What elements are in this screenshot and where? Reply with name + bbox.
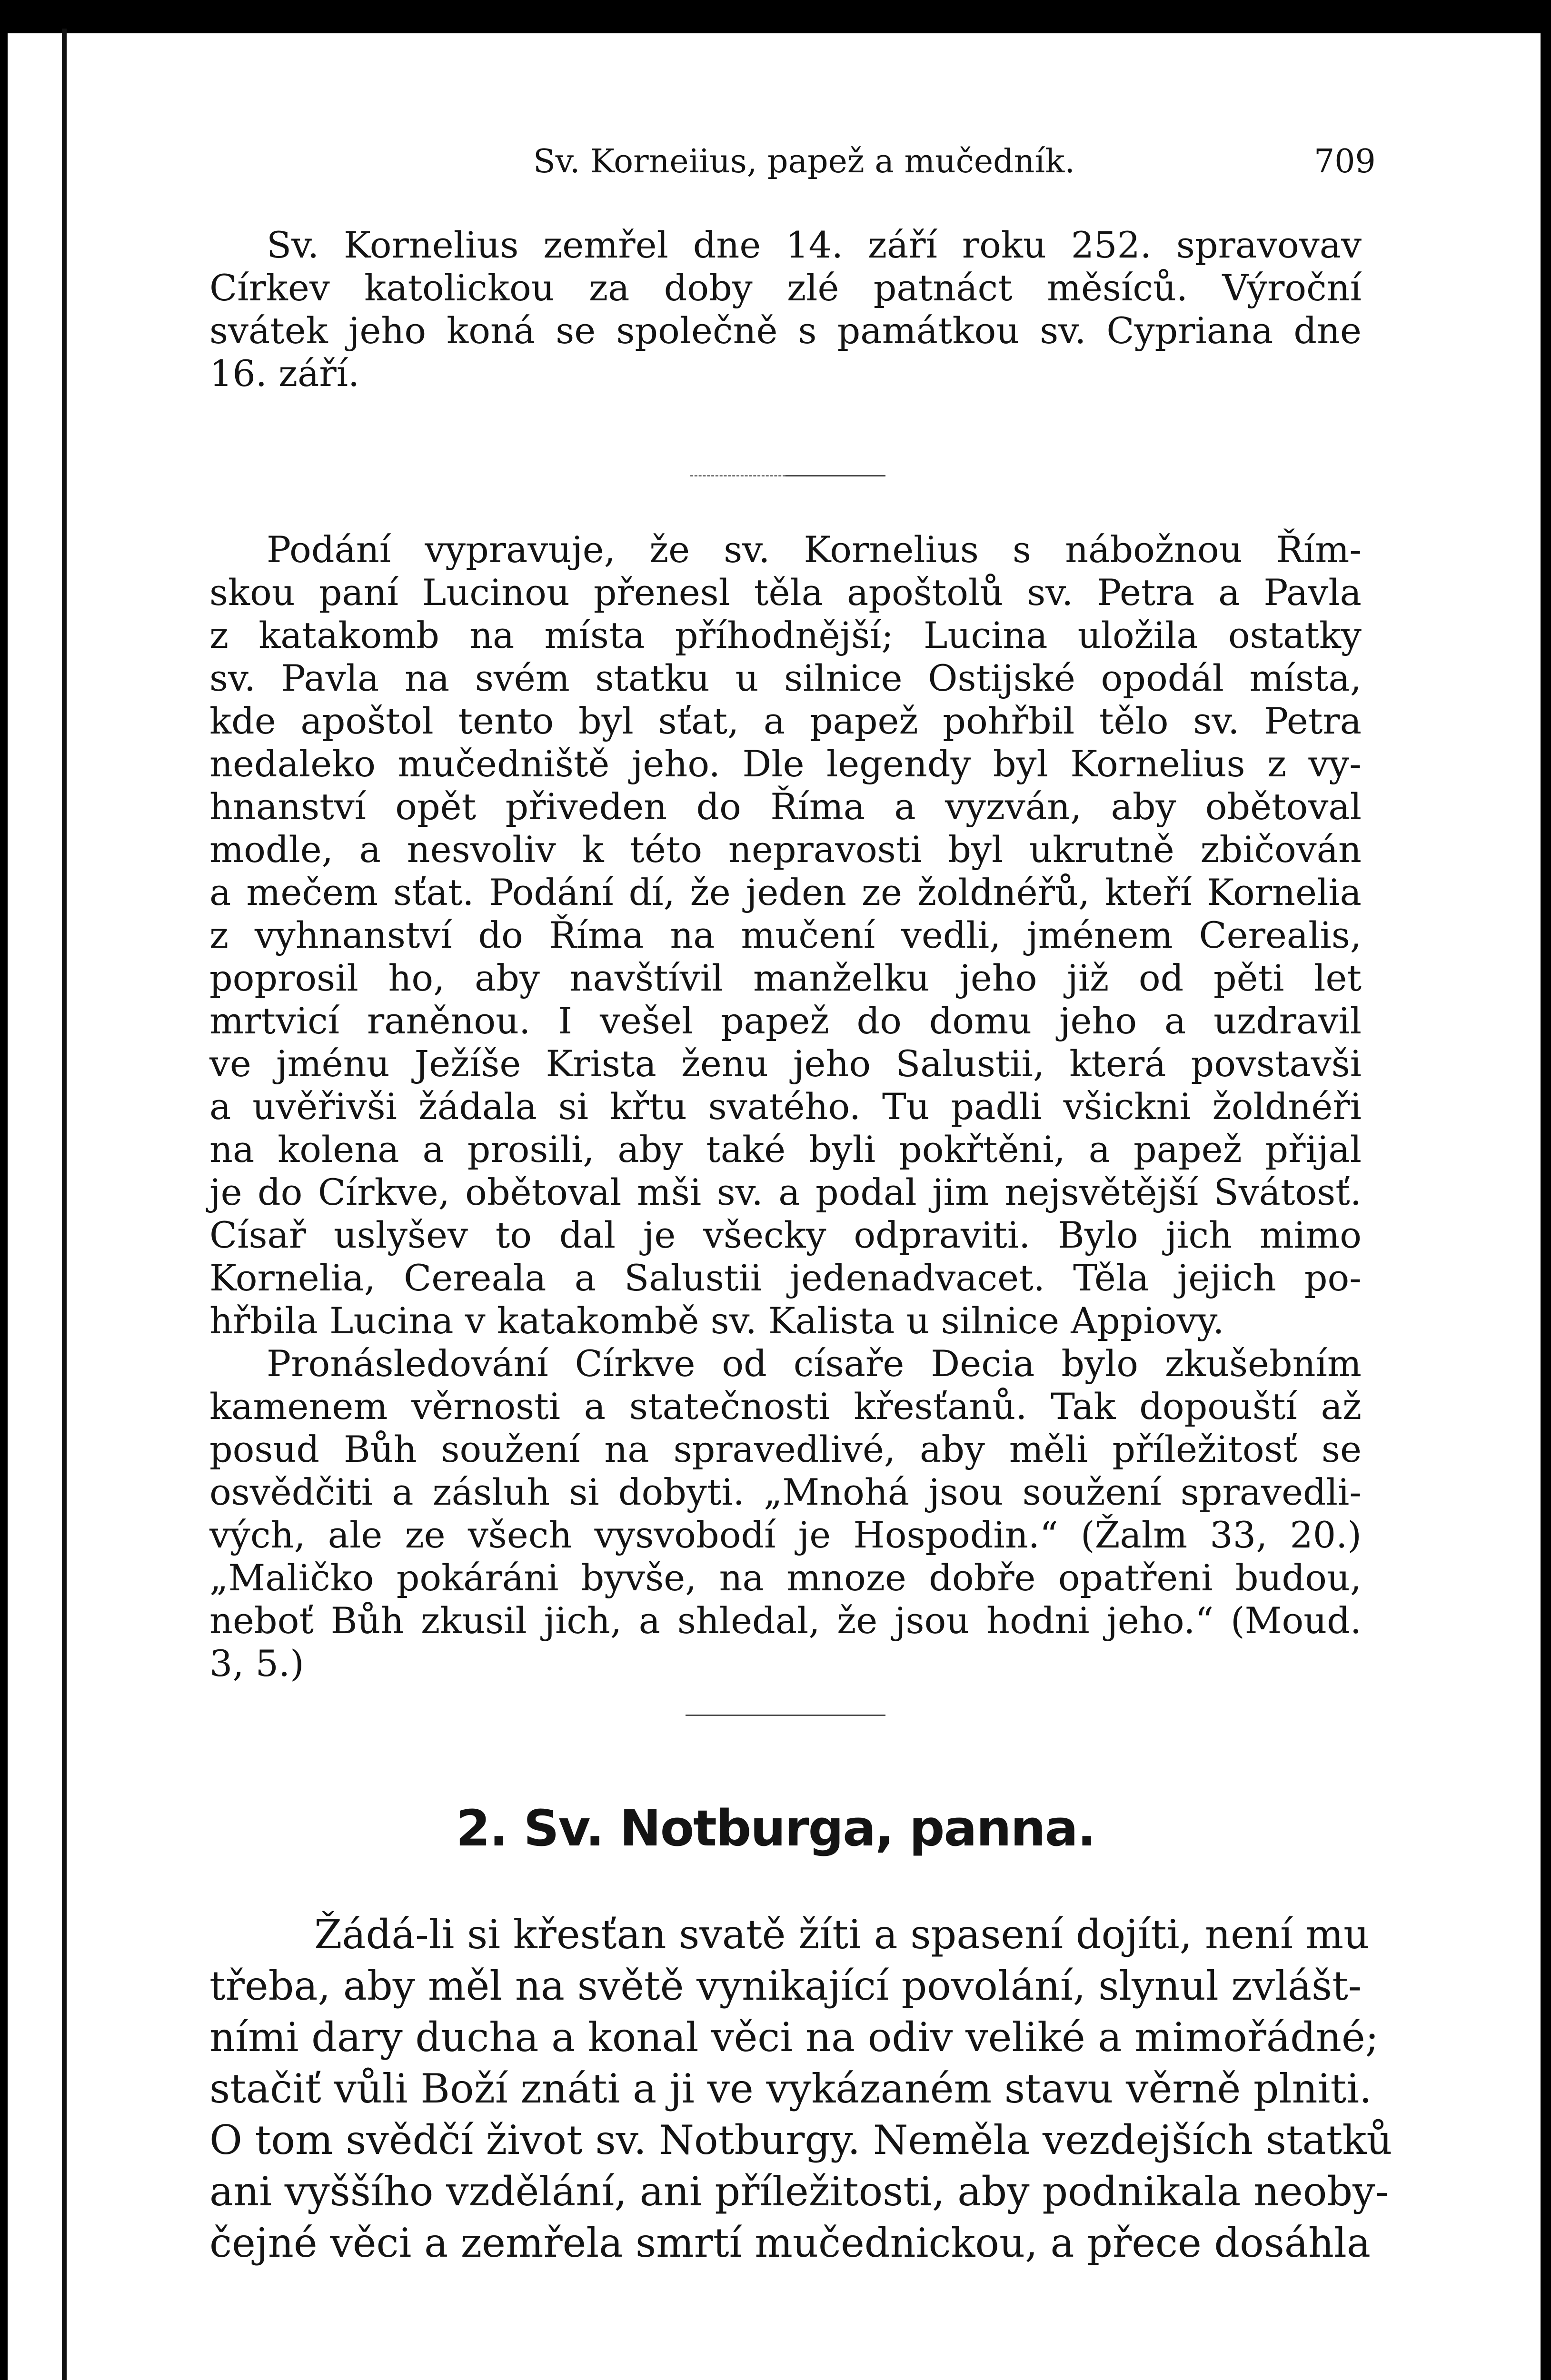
text-line: je do Církve, obětoval mši sv. a podal jim nejsvětější Svátosť. bbox=[209, 1171, 1362, 1213]
text-line: modle, a nesvoliv k této nepravosti byl ukrutně zbičován bbox=[209, 828, 1362, 871]
text-line: ve jménu Ježíše Krista ženu jeho Salustii, která povstavši bbox=[209, 1042, 1362, 1085]
text-line: Církev katolickou za doby zlé patnáct měsíců. Výroční bbox=[209, 267, 1362, 309]
text-line: „Maličko pokáráni byvše, na mnoze dobře opatřeni budou, bbox=[209, 1557, 1362, 1599]
text-line: Císař uslyšev to dal je všecky odpraviti. Bylo jich mimo bbox=[209, 1214, 1362, 1256]
text-line: poprosil ho, aby navštívil manželku jeho již od pěti let bbox=[209, 957, 1362, 999]
text-line: Kornelia, Cereala a Salustii jedenadvacet. Těla jejich po- bbox=[209, 1257, 1362, 1299]
text-line: z katakomb na místa příhodnější; Lucina uložila ostatky bbox=[209, 614, 1362, 656]
text-line: Podání vypravuje, že sv. Kornelius s nábožnou Řím- bbox=[267, 528, 1362, 571]
text-line: hnanství opět přiveden do Říma a vyzván, aby obětoval bbox=[209, 785, 1362, 828]
running-title: Sv. Korneiius, papež a mučedník. bbox=[533, 143, 1075, 180]
text-line: Pronásledování Církve od císaře Decia bylo zkušebním bbox=[267, 1342, 1362, 1385]
text-line: třeba, aby měl na světě vynikající povolání, slynul zvlášt- bbox=[209, 1963, 1362, 2009]
text-line: neboť Bůh zkusil jich, a shledal, že jsou hodni jeho.“ (Moud. bbox=[209, 1599, 1362, 1642]
text-line: osvědčiti a zásluh si dobyti. „Mnohá jsou soužení spravedli- bbox=[209, 1471, 1362, 1513]
text-line: skou paní Lucinou přenesl těla apoštolů sv. Petra a Pavla bbox=[209, 571, 1362, 614]
text-line: Žádá-li si křesťan svatě žíti a spasení dojíti, není mu bbox=[314, 1911, 1370, 1958]
section-title: 2. Sv. Notburga, panna. bbox=[456, 1799, 1095, 1857]
text-line: posud Bůh soužení na spravedlivé, aby měli příležitosť se bbox=[209, 1428, 1362, 1470]
text-line: nedaleko mučedniště jeho. Dle legendy byl Kornelius z vy- bbox=[209, 743, 1362, 785]
text-line: na kolena a prosili, aby také byli pokřtěni, a papež přijal bbox=[209, 1128, 1362, 1170]
text-line: hřbila Lucina v katakombě sv. Kalista u silnice Appiovy. bbox=[209, 1299, 1224, 1342]
text-line: a uvěřivši žádala si křtu svatého. Tu padli všickni žoldnéři bbox=[209, 1085, 1362, 1128]
text-line: svátek jeho koná se společně s památkou sv. Cypriana dne bbox=[209, 309, 1362, 352]
text-line: ními dary ducha a konal věci na odiv veliké a mimořádné; bbox=[209, 2014, 1379, 2061]
section-divider bbox=[686, 1715, 885, 1716]
text-line: kamenem věrnosti a statečnosti křesťanů. Tak dopouští až bbox=[209, 1385, 1362, 1428]
separator-rule-dashed bbox=[690, 475, 785, 476]
scan-border-top bbox=[0, 0, 1551, 33]
book-gutter-edge bbox=[62, 29, 67, 2380]
text-line: čejné věci a zemřela smrtí mučednickou, a přece dosáhla bbox=[209, 2220, 1371, 2266]
text-line: vých, ale ze všech vysvobodí je Hospodin.“ (Žalm 33, 20.) bbox=[209, 1514, 1362, 1556]
text-line: a mečem sťat. Podání dí, že jeden ze žoldnéřů, kteří Kornelia bbox=[209, 871, 1362, 913]
separator-rule bbox=[785, 475, 885, 476]
scan-border-left bbox=[0, 0, 8, 2380]
text-line: Sv. Kornelius zemřel dne 14. září roku 252. spravovav bbox=[267, 224, 1362, 266]
scan-border-right bbox=[1541, 0, 1551, 2380]
text-line: 3, 5.) bbox=[209, 1642, 304, 1685]
text-line: 16. září. bbox=[209, 352, 360, 395]
text-line: O tom svědčí život sv. Notburgy. Neměla vezdejších statků bbox=[209, 2117, 1392, 2163]
text-line: sv. Pavla na svém statku u silnice Ostijské opodál místa, bbox=[209, 657, 1362, 699]
text-line: z vyhnanství do Říma na mučení vedli, jménem Cerealis, bbox=[209, 914, 1362, 956]
text-line: kde apoštol tento byl sťat, a papež pohřbil tělo sv. Petra bbox=[209, 700, 1362, 742]
text-line: ani vyššího vzdělání, ani příležitosti, aby podnikala neoby- bbox=[209, 2168, 1389, 2215]
page-number: 709 bbox=[1314, 143, 1376, 180]
text-line: mrtvicí raněnou. I vešel papež do domu jeho a uzdravil bbox=[209, 1000, 1362, 1042]
text-line: stačiť vůli Boží znáti a ji ve vykázaném stavu věrně plniti. bbox=[209, 2065, 1372, 2112]
